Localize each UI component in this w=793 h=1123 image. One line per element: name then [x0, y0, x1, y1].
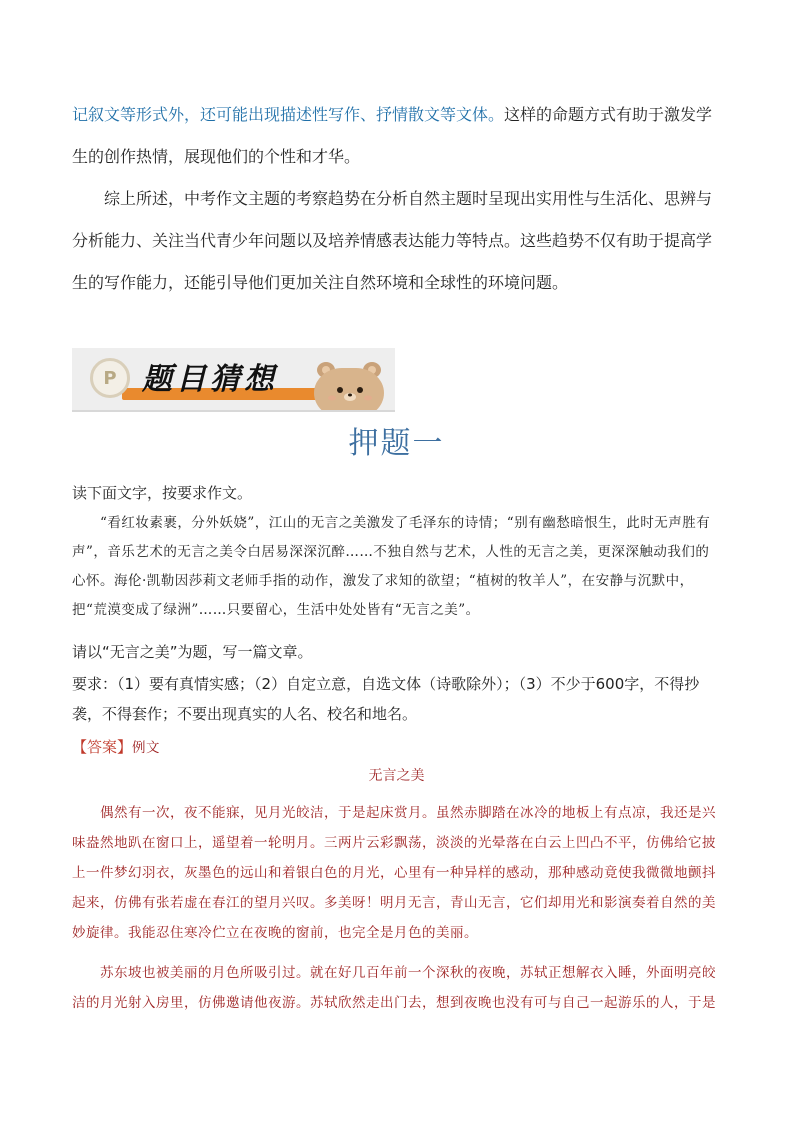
bear-mascot-icon — [304, 356, 394, 412]
section-heading: 押题一 — [348, 426, 445, 461]
essay-paragraph-2: 苏东坡也被美丽的月色所吸引过。就在好几百年前一个深秋的夜晚，苏轼正想解衣入睡，外面明亮皎洁的月光射入房里，仿佛邀请他夜游。苏轼欣然走出门去，想到夜晚也没有可与自己一起游乐的人，于是 — [72, 965, 716, 1011]
section-banner — [72, 348, 395, 412]
intro-highlight-text: 记叙文等形式外，还可能出现描述性写作、抒情散文等文体。 — [72, 105, 505, 124]
prompt-instruction: 读下面文字，按要求作文。 — [72, 484, 253, 502]
essay-paragraph-1: 偶然有一次，夜不能寐，见月光皎洁，于是起床赏月。虽然赤脚踏在冰冷的地板上有点凉，我还是兴味盎然地趴在窗口上，遥望着一轮明月。三两片云彩飘荡，淡淡的光晕落在白云上凹凸不平，仿佛给它披上一件梦幻羽衣，灰墨色的远山和着银白色的月光，心里有一种异样的感动，那种感动竟使我微微地颤抖起来，仿佛有张若虚在春江的望月兴叹。多美呀！明月无言，青山无言，它们却用光和影演奏着自然的美妙旋律。我能忍住寒冷伫立在夜晚的窗前，也完全是月色的美丽。 — [72, 805, 716, 941]
banner-title: 题目猜想 — [142, 362, 278, 397]
answer-label: 例文 — [132, 740, 161, 756]
essay-title: 无言之美 — [368, 768, 425, 784]
intro-paragraph-1 — [72, 94, 722, 178]
prompt-requirements: 要求：（1）要有真情实感；（2）自定立意，自选文体（诗歌除外）；（3）不少于600字，不得抄袭，不得套作；不要出现真实的人名、校名和地名。 — [72, 675, 700, 723]
prompt-quote: “看红妆素裹，分外妖娆”，江山的无言之美激发了毛泽东的诗情；“别有幽愁暗恨生，此时无声胜有声”，音乐艺术的无言之美令白居易深深沉醉……不独自然与艺术，人性的无言之美，更深深触动我们的心怀。海伦·凯勒因莎莉文老师手指的动作，激发了求知的欲望；“植树的牧羊人”，在安静与沉默中，把“荒漠变成了绿洲”……只要留心，生活中处处皆有“无言之美”。 — [72, 515, 711, 618]
intro-text: 这样的命题方式有助于激发学生的创作热情，展现他们的个性和才华。 — [72, 105, 713, 166]
answer-header — [72, 732, 722, 763]
intro-paragraph-2: 综上所述，中考作文主题的考察趋势在分析自然主题时呈现出实用性与生活化、思辨与分析能力、关注当代青少年问题以及培养情感表达能力等特点。这些趋势不仅有助于提高学生的写作能力，还能引导他们更加关注自然环境和全球性的环境问题。 — [72, 189, 713, 292]
coin-icon: P — [90, 358, 130, 398]
answer-tag: 【答案】 — [72, 738, 133, 756]
prompt-task: 请以“无言之美”为题，写一篇文章。 — [72, 643, 313, 661]
